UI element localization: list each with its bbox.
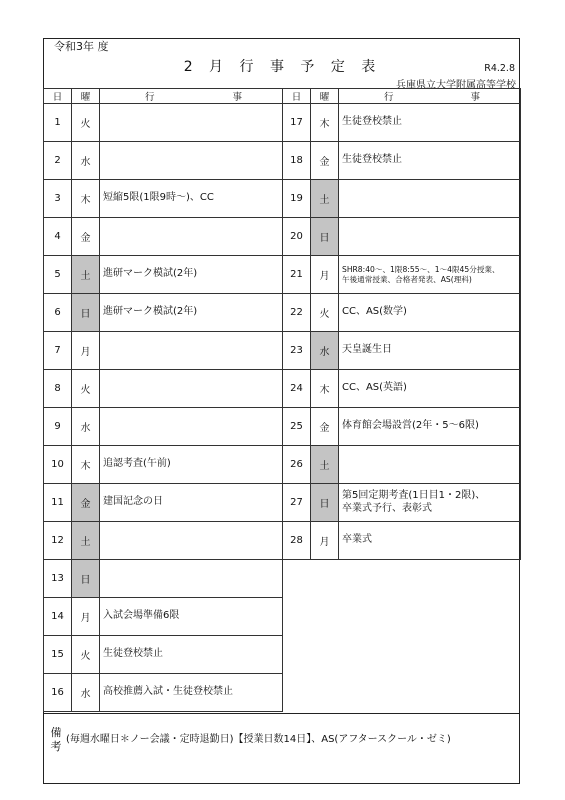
table-row bbox=[44, 446, 521, 484]
weekday-cell: 水 bbox=[72, 674, 100, 712]
notes-text: (毎週水曜日＊ノー会議・定時退勤日)【授業日数14日】、AS(アフタースクール・ゼミ) bbox=[66, 734, 451, 745]
weekday-cell: 月 bbox=[311, 522, 339, 560]
weekday-cell: 火 bbox=[72, 636, 100, 674]
day-cell: 12 bbox=[44, 522, 72, 560]
header-event: 行 事 bbox=[339, 89, 521, 104]
weekday-cell: 日 bbox=[311, 484, 339, 522]
weekday-cell: 木 bbox=[311, 104, 339, 142]
weekday-cell: 月 bbox=[311, 256, 339, 294]
weekday-cell: 日 bbox=[311, 218, 339, 256]
event-cell: 卒業式 bbox=[339, 522, 521, 560]
event-cell: 天皇誕生日 bbox=[339, 332, 521, 370]
weekday-cell: 金 bbox=[72, 218, 100, 256]
header-weekday: 曜 bbox=[311, 89, 339, 104]
day-cell: 17 bbox=[283, 104, 311, 142]
event-cell: 進研マーク模試(2年) bbox=[100, 256, 283, 294]
event-cell bbox=[339, 446, 521, 484]
event-cell: 生徒登校禁止 bbox=[339, 142, 521, 180]
table-row bbox=[44, 522, 521, 560]
day-cell: 2 bbox=[44, 142, 72, 180]
day-cell: 23 bbox=[283, 332, 311, 370]
weekday-cell: 金 bbox=[72, 484, 100, 522]
event-line: 午後通常授業、合格者発表、AS(理科) bbox=[342, 274, 472, 284]
event-cell: CC、AS(数学) bbox=[339, 294, 521, 332]
header-day: 日 bbox=[44, 89, 72, 104]
event-cell: 短縮5限(1限9時～)、CC bbox=[100, 180, 283, 218]
weekday-cell: 土 bbox=[311, 446, 339, 484]
weekday-cell: 火 bbox=[311, 294, 339, 332]
event-cell bbox=[339, 218, 521, 256]
day-cell: 20 bbox=[283, 218, 311, 256]
day-cell: 22 bbox=[283, 294, 311, 332]
weekday-cell: 木 bbox=[311, 370, 339, 408]
school-name: 兵庫県立大学附属高等学校 bbox=[396, 80, 516, 91]
event-cell: 高校推薦入試・生徒登校禁止 bbox=[100, 674, 283, 712]
weekday-cell: 水 bbox=[311, 332, 339, 370]
table-row bbox=[44, 408, 521, 446]
weekday-cell: 日 bbox=[72, 560, 100, 598]
table-row bbox=[44, 560, 521, 598]
day-cell: 7 bbox=[44, 332, 72, 370]
event-cell: 体育館会場設営(2年・5～6限) bbox=[339, 408, 521, 446]
weekday-cell: 木 bbox=[72, 180, 100, 218]
weekday-cell: 金 bbox=[311, 408, 339, 446]
event-cell bbox=[339, 484, 521, 522]
day-cell: 11 bbox=[44, 484, 72, 522]
table-row bbox=[44, 218, 521, 256]
header-day: 日 bbox=[283, 89, 311, 104]
table-row bbox=[44, 180, 521, 218]
event-cell bbox=[100, 104, 283, 142]
weekday-cell: 土 bbox=[72, 256, 100, 294]
empty-area bbox=[283, 560, 521, 712]
header-row bbox=[44, 89, 521, 104]
event-cell: 入試会場準備6限 bbox=[100, 598, 283, 636]
day-cell: 4 bbox=[44, 218, 72, 256]
weekday-cell: 水 bbox=[72, 142, 100, 180]
event-cell: 進研マーク模試(2年) bbox=[100, 294, 283, 332]
table-row bbox=[44, 332, 521, 370]
day-cell: 28 bbox=[283, 522, 311, 560]
event-cell bbox=[100, 332, 283, 370]
day-cell: 16 bbox=[44, 674, 72, 712]
event-cell: CC、AS(英語) bbox=[339, 370, 521, 408]
day-cell: 3 bbox=[44, 180, 72, 218]
day-cell: 19 bbox=[283, 180, 311, 218]
day-cell: 13 bbox=[44, 560, 72, 598]
day-cell: 5 bbox=[44, 256, 72, 294]
event-cell bbox=[100, 142, 283, 180]
weekday-cell: 金 bbox=[311, 142, 339, 180]
day-cell: 6 bbox=[44, 294, 72, 332]
weekday-cell: 日 bbox=[72, 294, 100, 332]
event-cell bbox=[339, 180, 521, 218]
table-row bbox=[44, 294, 521, 332]
day-cell: 26 bbox=[283, 446, 311, 484]
table-row bbox=[44, 484, 521, 522]
weekday-cell: 月 bbox=[72, 332, 100, 370]
weekday-cell: 水 bbox=[72, 408, 100, 446]
notes-label: 備考 bbox=[50, 726, 62, 753]
day-cell: 9 bbox=[44, 408, 72, 446]
day-cell: 25 bbox=[283, 408, 311, 446]
event-cell bbox=[100, 522, 283, 560]
day-cell: 10 bbox=[44, 446, 72, 484]
table-row bbox=[44, 142, 521, 180]
table-row bbox=[44, 256, 521, 294]
day-cell: 27 bbox=[283, 484, 311, 522]
table-row bbox=[44, 104, 521, 142]
event-cell: 生徒登校禁止 bbox=[100, 636, 283, 674]
event-cell bbox=[100, 560, 283, 598]
schedule-table bbox=[43, 88, 521, 712]
event-cell bbox=[339, 256, 521, 294]
day-cell: 1 bbox=[44, 104, 72, 142]
weekday-cell: 火 bbox=[72, 104, 100, 142]
day-cell: 18 bbox=[283, 142, 311, 180]
notes-box bbox=[43, 713, 520, 784]
day-cell: 14 bbox=[44, 598, 72, 636]
event-cell bbox=[100, 408, 283, 446]
weekday-cell: 土 bbox=[311, 180, 339, 218]
table-row bbox=[44, 370, 521, 408]
weekday-cell: 月 bbox=[72, 598, 100, 636]
event-cell: 建国記念の日 bbox=[100, 484, 283, 522]
event-cell: 生徒登校禁止 bbox=[339, 104, 521, 142]
day-cell: 21 bbox=[283, 256, 311, 294]
event-cell: 追認考査(午前) bbox=[100, 446, 283, 484]
issue-date: R4.2.8 bbox=[484, 63, 515, 74]
event-cell bbox=[100, 370, 283, 408]
header-weekday: 曜 bbox=[72, 89, 100, 104]
event-line: 第5回定期考査(1日目1・2限)、 bbox=[342, 490, 486, 501]
event-line: SHR8:40～、1限8:55～、1～4限45分授業、 bbox=[342, 264, 500, 274]
weekday-cell: 土 bbox=[72, 522, 100, 560]
day-cell: 24 bbox=[283, 370, 311, 408]
day-cell: 15 bbox=[44, 636, 72, 674]
day-cell: 8 bbox=[44, 370, 72, 408]
header-event: 行 事 bbox=[100, 89, 283, 104]
fiscal-year-label: 令和3年 度 bbox=[54, 40, 109, 53]
weekday-cell: 木 bbox=[72, 446, 100, 484]
weekday-cell: 火 bbox=[72, 370, 100, 408]
event-line: 卒業式予行、表彰式 bbox=[342, 502, 432, 514]
event-cell bbox=[100, 218, 283, 256]
page-title: 2 月 行 事 予 定 表 bbox=[183, 59, 382, 75]
